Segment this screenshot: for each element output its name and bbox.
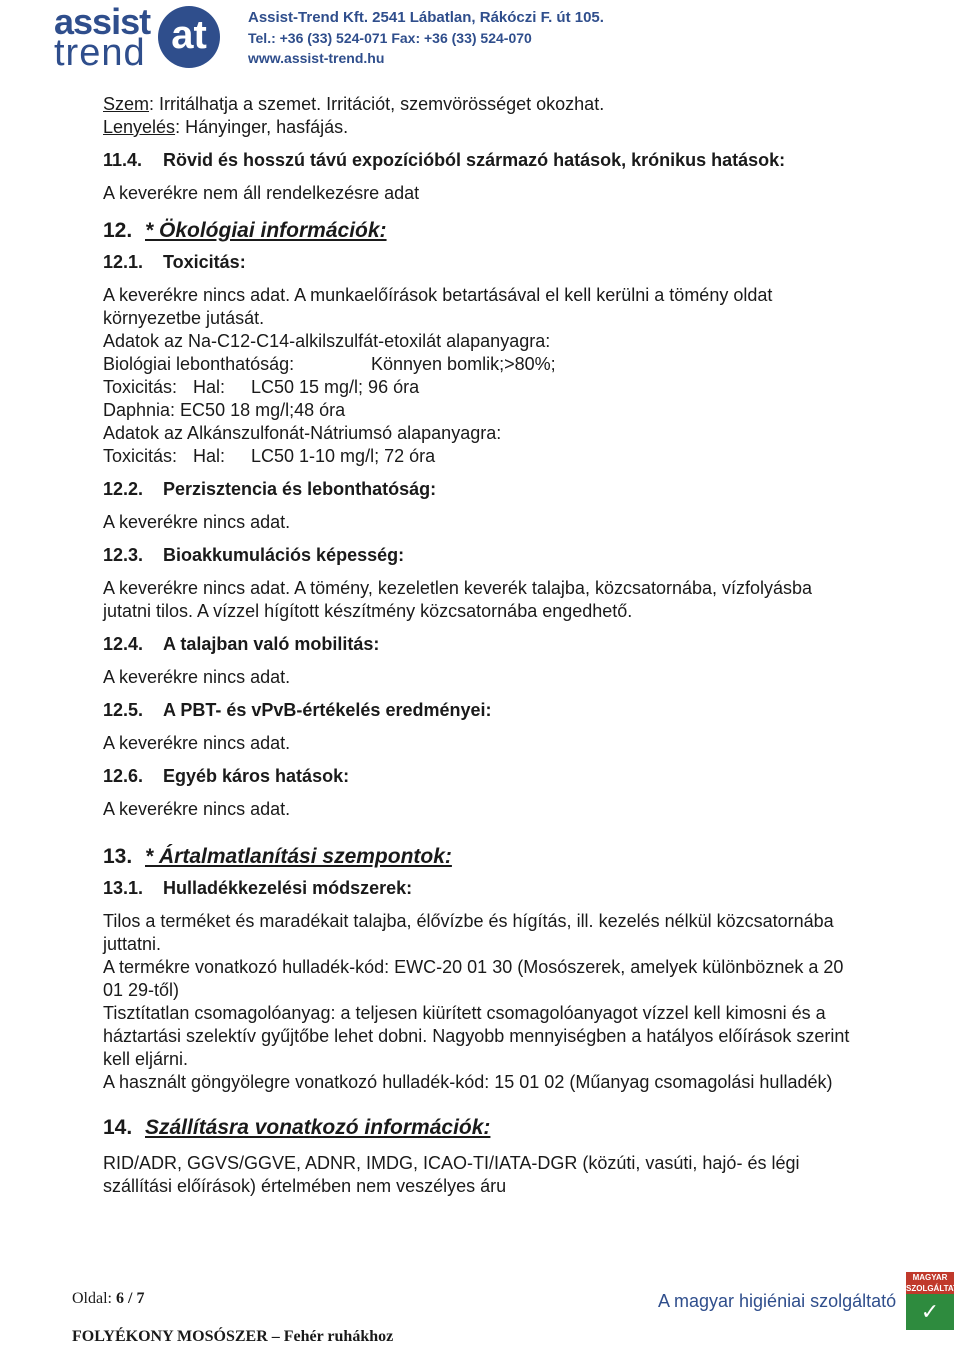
- company-website: www.assist-trend.hu: [248, 50, 385, 66]
- paragraph-line: jutatni tilos. A vízzel hígított készítmény közcsatornába engedhető.: [103, 601, 633, 621]
- page-number: [72, 1290, 144, 1308]
- badge-emblem: [906, 1294, 954, 1330]
- toxicity-label: Toxicitás:: [103, 446, 178, 466]
- eye-text: : Irritálhatja a szemet. Irritációt, szemvörösséget okozhat.: [149, 94, 605, 114]
- section-number: 12.: [103, 219, 133, 242]
- page-header: [0, 0, 960, 80]
- logo-word-trend: trend: [54, 32, 146, 74]
- paragraph-line: 01 29-től): [103, 980, 180, 1000]
- section-number: 12.2.: [103, 479, 144, 499]
- paragraph-line: Adatok az Alkánszulfonát-Nátriumsó alapanyagra:: [103, 423, 502, 443]
- paragraph-line: környezetbe jutását.: [103, 308, 265, 328]
- section-title: A talajban való mobilitás:: [163, 634, 380, 654]
- section-14-heading: [103, 1114, 943, 1142]
- section-11-4-heading: [103, 149, 943, 172]
- section-number: 12.3.: [103, 545, 144, 565]
- paragraph-line: Adatok az Na-C12-C14-alkilszulfát-etoxilát alapanyagra:: [103, 331, 551, 351]
- section-number: 12.1.: [103, 252, 144, 272]
- toxicity-fish-line-2: [103, 445, 943, 468]
- section-number: 14.: [103, 1116, 133, 1139]
- fish-label: Hal:: [193, 446, 226, 466]
- fish-value: LC50 1-10 mg/l; 72 óra: [251, 446, 436, 466]
- section-title: * Ártalmatlanítási szempontok:: [145, 845, 452, 868]
- paragraph-line: A keverékre nincs adat. A tömény, kezeletlen keverék talajba, közcsatornába, vízfolyásba: [103, 578, 813, 598]
- fish-value: LC50 15 mg/l; 96 óra: [251, 377, 420, 397]
- section-12-3-heading: [103, 544, 943, 567]
- hungarian-service-badge: [906, 1272, 969, 1330]
- section-number: 13.1.: [103, 878, 144, 898]
- section-title: A PBT- és vPvB-értékelés eredményei:: [163, 700, 492, 720]
- section-number: 12.4.: [103, 634, 144, 654]
- section-12-2-heading: [103, 478, 943, 501]
- company-address: Assist-Trend Kft. 2541 Lábatlan, Rákóczi F. út 105.: [248, 9, 604, 26]
- section-12-4-text: A keverékre nincs adat.: [103, 667, 291, 687]
- paragraph-line: Tisztítatlan csomagolóanyag: a teljesen kiürített csomagolóanyagot vízzel kell kimosni és a: [103, 1003, 826, 1023]
- biodegradability-line: [103, 353, 943, 376]
- section-title: Toxicitás:: [163, 252, 246, 272]
- logo-at-icon: at: [158, 6, 220, 68]
- section-12-heading: [103, 217, 943, 245]
- ingestion-effect-line: [103, 116, 943, 139]
- eye-label: Szem: [103, 94, 150, 114]
- fish-label: Hal:: [193, 377, 226, 397]
- company-slogan: A magyar higiéniai szolgáltató: [658, 1291, 897, 1311]
- section-11-4-text: A keverékre nem áll rendelkezésre adat: [103, 183, 420, 203]
- section-number: 12.6.: [103, 766, 144, 786]
- ingestion-text: : Hányinger, hasfájás.: [175, 117, 349, 137]
- toxicity-fish-line-1: [103, 376, 943, 399]
- paragraph-line: háztartási szelektív gyűjtőbe lehet dobni. Nagyobb mennyiségben a hatályos előírások szerint: [103, 1026, 850, 1046]
- paragraph-line: szállítási előírások) értelmében nem veszélyes áru: [103, 1176, 507, 1196]
- section-title: Hulladékkezelési módszerek:: [163, 878, 413, 898]
- section-number: 11.4.: [103, 150, 143, 170]
- assist-trend-logo: [50, 1, 220, 74]
- section-13-1-heading: [103, 877, 943, 900]
- toxicity-label: Toxicitás:: [103, 377, 178, 397]
- eye-effect-line: [103, 93, 943, 116]
- section-title: Rövid és hosszú távú expozícióból származó hatások, krónikus hatások:: [163, 150, 786, 170]
- paragraph-line: juttatni.: [103, 934, 162, 954]
- biodegradability-value: Könnyen bomlik;>80%;: [371, 354, 556, 374]
- badge-label: MAGYAR SZOLGÁLTATÁS: [906, 1273, 969, 1293]
- badge-check-icon: ✓: [920, 1299, 940, 1324]
- section-12-4-heading: [103, 633, 943, 656]
- paragraph-line: A használt göngyölegre vonatkozó hulladék-kód: 15 01 02 (Műanyag csomagolási hulladék): [103, 1072, 833, 1092]
- company-info: [248, 8, 604, 68]
- section-12-1-heading: [103, 251, 943, 274]
- paragraph-line: kell eljárni.: [103, 1049, 189, 1069]
- ingestion-label: Lenyelés: [103, 117, 176, 137]
- paragraph-line: RID/ADR, GGVS/GGVE, ADNR, IMDG, ICAO-TI/IATA-DGR (közúti, vasúti, hajó- és légi: [103, 1153, 800, 1173]
- document-body: [103, 93, 943, 1198]
- section-12-6-heading: [103, 765, 943, 788]
- product-name: FOLYÉKONY MOSÓSZER – Fehér ruhákhoz: [72, 1328, 394, 1345]
- section-title: Perzisztencia és lebonthatóság:: [163, 479, 437, 499]
- company-phone-fax: Tel.: +36 (33) 524-071 Fax: +36 (33) 524-070: [248, 30, 532, 46]
- section-12-2-text: A keverékre nincs adat.: [103, 512, 291, 532]
- page-value: 6 / 7: [116, 1290, 145, 1307]
- section-12-5-heading: [103, 699, 943, 722]
- biodegradability-label: Biológiai lebonthatóság:: [103, 354, 295, 374]
- paragraph-line: A keverékre nincs adat. A munkaelőírások betartásával el kell kerülni a tömény oldat: [103, 285, 773, 305]
- paragraph-line: A termékre vonatkozó hulladék-kód: EWC-20 01 30 (Mosószerek, amelyek különböznek a 20: [103, 957, 844, 977]
- section-title: Egyéb káros hatások:: [163, 766, 350, 786]
- section-title: Szállításra vonatkozó információk:: [145, 1116, 491, 1139]
- section-12-6-text: A keverékre nincs adat.: [103, 799, 291, 819]
- section-12-5-text: A keverékre nincs adat.: [103, 733, 291, 753]
- section-13-heading: [103, 843, 943, 871]
- page-label: Oldal:: [72, 1290, 116, 1307]
- section-number: 13.: [103, 845, 133, 868]
- logo-word-assist: assist: [54, 1, 151, 42]
- section-title: * Ökológiai információk:: [145, 219, 387, 242]
- daphnia-line: Daphnia: EC50 18 mg/l;48 óra: [103, 400, 346, 420]
- section-number: 12.5.: [103, 700, 144, 720]
- paragraph-line: Tilos a terméket és maradékait talajba, élővízbe és hígítás, ill. kezelés nélkül közcsatornába: [103, 911, 834, 931]
- section-title: Bioakkumulációs képesség:: [163, 545, 405, 565]
